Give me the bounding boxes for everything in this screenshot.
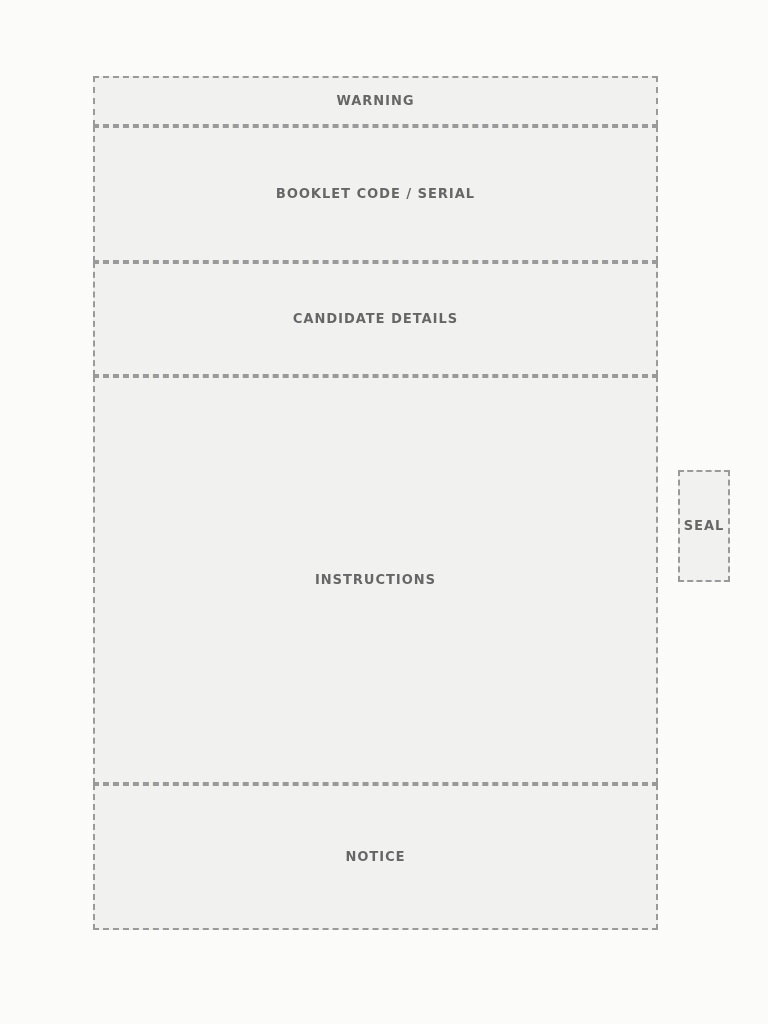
seal-tab-region: SEAL (678, 470, 730, 582)
instructions-region: INSTRUCTIONS (93, 376, 658, 784)
candidate-details-region: CANDIDATE DETAILS (93, 262, 658, 376)
notice-region: NOTICE (93, 784, 658, 930)
booklet-info-region: BOOKLET CODE / SERIAL (93, 126, 658, 262)
warning-region: WARNING (93, 76, 658, 126)
